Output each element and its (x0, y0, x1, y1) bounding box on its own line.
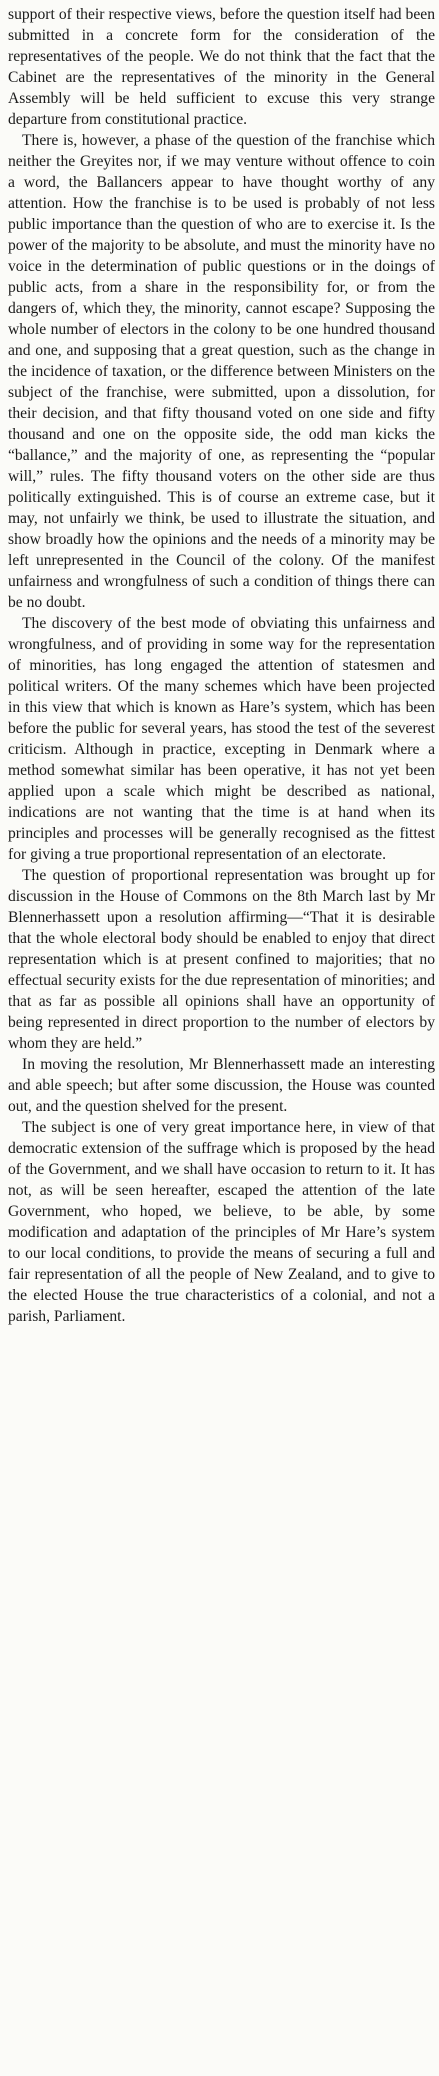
article-paragraph: The subject is one of very great importance here, in view of that democratic extension of the suffrage which is proposed by the head of the Government, and we shall have occasion to return to it. It has not, as will be seen hereafter, escaped the attention of the late Government, who hoped, we believe, to be able, by some modification and adaptation of the principles of Mr Hare’s system to our local conditions, to provide the means of securing a full and fair representation of all the people of New Zealand, and to give to the elected House the true characteristics of a colonial, and not a parish, Parliament. (8, 1119, 435, 1325)
article-paragraph: In moving the resolution, Mr Blennerhassett made an interesting and able speech; but after some discussion, the House was counted out, and the question shelved for the present. (8, 1056, 435, 1115)
article-paragraph: There is, however, a phase of the question of the franchise which neither the Greyites nor, if we may venture without offence to coin a word, the Ballancers appear to have thought worthy of any attention. How the franchise is to be used is probably of not less public importance than the question of who are to exercise it. Is the power of the majority to be absolute, and must the minority have no voice in the determination of public questions or in the doings of public acts, from a share in the responsibility for, or from the dangers of, which they, the minority, cannot escape? Supposing the whole number of electors in the colony to be one hundred thousand and one, and supposing that a great question, such as the change in the incidence of taxation, or the difference between Ministers on the subject of the franchise, were submitted, upon a dissolution, for their decision, and that fifty thousand voted on one side and fifty thousand and one on the opposite side, the odd man kicks the “ballance,” and the majority of one, as representing the “popular will,” rules. The fifty thousand voters on the other side are thus politically extinguished. This is of course an extreme case, but it may, not unfairly we think, be used to illustrate the situation, and show broadly how the opinions and the needs of a minority may be left unrepresented in the Council of the colony. Of the manifest unfairness and wrongfulness of such a condition of things there can be no doubt. (8, 132, 435, 611)
article-paragraph: The question of proportional representation was brought up for discussion in the House of Commons on the 8th March last by Mr Blennerhassett upon a resolution affirming—“That it is desirable that the whole electoral body should be enabled to enjoy that direct representation which is at present confined to majorities; that no effectual security exists for the due representation of minorities; and that as far as possible all opinions shall have an opportunity of being represented in direct proportion to the number of electors by whom they are held.” (8, 867, 435, 1052)
editorial-article (8, 4, 435, 1327)
article-paragraph: support of their respective views, before the question itself had been submitted in a concrete form for the consideration of the representatives of the people. We do not think that the fact that the Cabinet are the representatives of the minority in the General Assembly will be held sufficient to excuse this very strange departure from constitutional practice. (8, 6, 435, 128)
article-paragraph: The discovery of the best mode of obviating this unfairness and wrongfulness, and of providing in some way for the representation of minorities, has long engaged the attention of statesmen and political writers. Of the many schemes which have been projected in this view that which is known as Hare’s system, which has been before the public for several years, has stood the test of the severest criticism. Although in practice, excepting in Denmark where a method somewhat similar has been operative, it has not yet been applied upon a scale which might be described as national, indications are not wanting that the time is at hand when its principles and processes will be generally recognised as the fittest for giving a true proportional representation of an electorate. (8, 615, 435, 863)
